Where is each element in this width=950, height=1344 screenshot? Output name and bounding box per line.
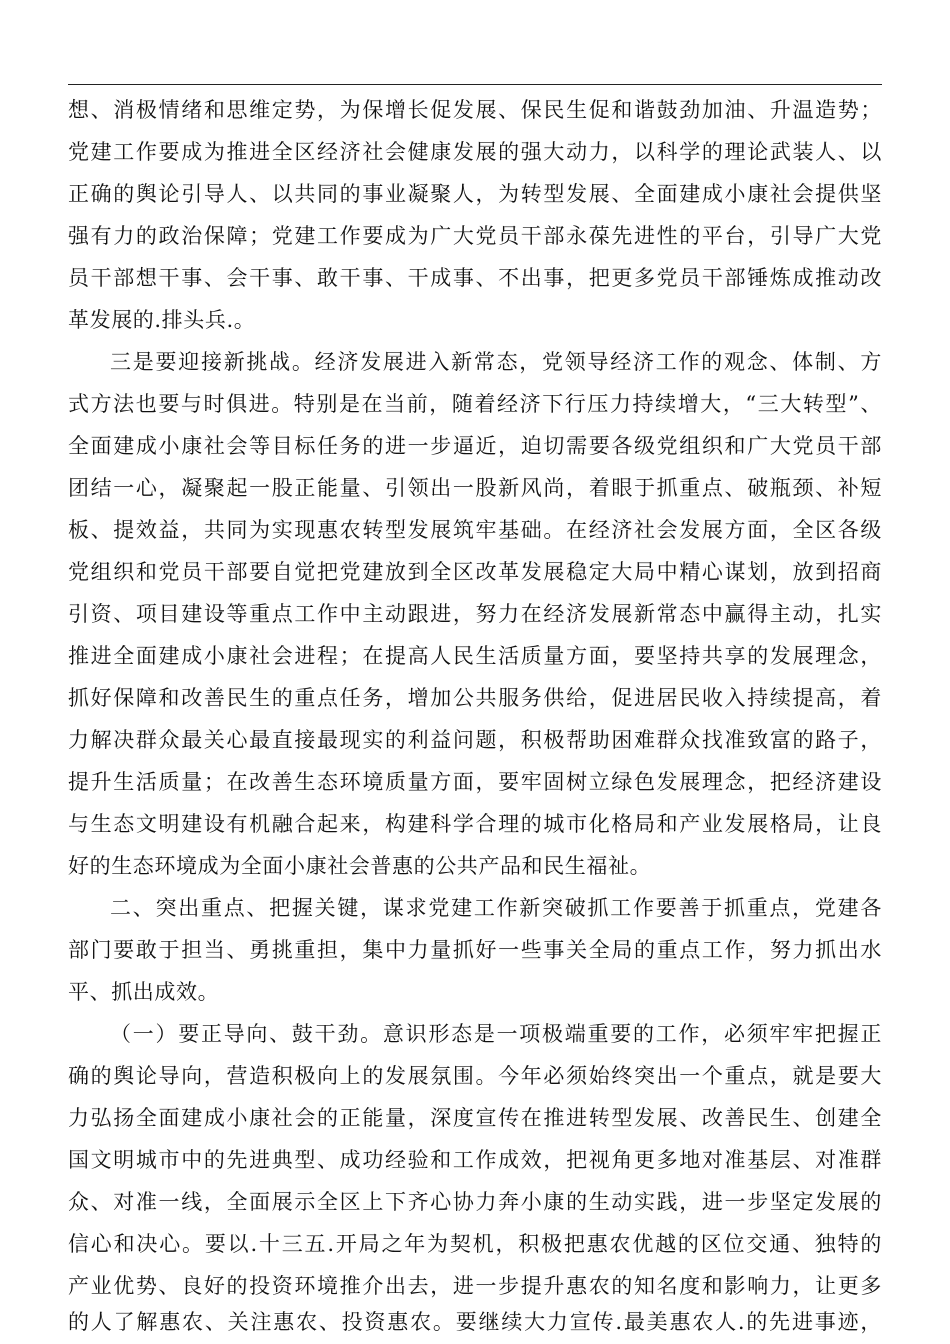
paragraph-first-line: 二、突出重点、把握关键，谋求党建工作新突破抓工作要善于抓重点，党建各 [110, 896, 882, 920]
paragraph-first-line: 三是要迎接新挑战。经济发展进入新常态，党领导经济工作的观念、体制、方 [110, 350, 882, 374]
text-line: 抓好保障和改善民生的重点任务，增加公共服务供给，促进居民收入持续提高，着 [68, 686, 882, 710]
text-line: 革发展的.排头兵.。 [68, 308, 256, 332]
text-line: 国文明城市中的先进典型、成功经验和工作成效，把视角更多地对准基层、对准群 [68, 1148, 882, 1172]
text-line: 力解决群众最关心最直接最现实的利益问题，积极帮助困难群众找准致富的路子， [68, 728, 882, 752]
text-line: 信心和决心。要以.十三五.开局之年为契机，积极把惠农优越的区位交通、独特的 [68, 1232, 882, 1256]
text-line: 想、消极情绪和思维定势，为保增长促发展、保民生促和谐鼓劲加油、升温造势； [68, 98, 882, 122]
text-line: 党组织和党员干部要自觉把党建放到全区改革发展稳定大局中精心谋划，放到招商 [68, 560, 882, 584]
text-line: 产业优势、良好的投资环境推介出去，进一步提升惠农的知名度和影响力，让更多 [68, 1274, 882, 1298]
text-line: 的人了解惠农、关注惠农、投资惠农。要继续大力宣传.最美惠农人.的先进事迹， [68, 1310, 882, 1334]
text-line: 好的生态环境成为全面小康社会普惠的公共产品和民生福祉。 [68, 854, 652, 878]
text-line: 板、提效益，共同为实现惠农转型发展筑牢基础。在经济社会发展方面，全区各级 [68, 518, 882, 542]
header-rule [68, 84, 882, 85]
text-line: 众、对准一线，全面展示全区上下齐心协力奔小康的生动实践，进一步坚定发展的 [68, 1190, 882, 1214]
text-line: 员干部想干事、会干事、敢干事、干成事、不出事，把更多党员干部锤炼成推动改 [68, 266, 882, 290]
text-line: 与生态文明建设有机融合起来，构建科学合理的城市化格局和产业发展格局，让良 [68, 812, 882, 836]
text-line: 推进全面建成小康社会进程；在提高人民生活质量方面，要坚持共享的发展理念， [68, 644, 882, 668]
text-line: 强有力的政治保障；党建工作要成为广大党员干部永葆先进性的平台，引导广大党 [68, 224, 882, 248]
text-line: 式方法也要与时俱进。特别是在当前，随着经济下行压力持续增大，“三大转型”、 [68, 392, 882, 416]
paragraph-first-line: （一）要正导向、鼓干劲。意识形态是一项极端重要的工作，必须牢牢把握正 [110, 1022, 882, 1046]
text-line: 团结一心，凝聚起一股正能量、引领出一股新风尚，着眼于抓重点、破瓶颈、补短 [68, 476, 882, 500]
text-line: 正确的舆论引导人、以共同的事业凝聚人，为转型发展、全面建成小康社会提供坚 [68, 182, 882, 206]
text-line: 引资、项目建设等重点工作中主动跟进，努力在经济发展新常态中赢得主动，扎实 [68, 602, 882, 626]
text-line: 确的舆论导向，营造积极向上的发展氛围。今年必须始终突出一个重点，就是要大 [68, 1064, 882, 1088]
text-line: 部门要敢于担当、勇挑重担，集中力量抓好一些事关全局的重点工作，努力抓出水 [68, 938, 882, 962]
text-line: 力弘扬全面建成小康社会的正能量，深度宣传在推进转型发展、改善民生、创建全 [68, 1106, 882, 1130]
text-line: 平、抓出成效。 [68, 980, 220, 1004]
text-line: 党建工作要成为推进全区经济社会健康发展的强大动力，以科学的理论武装人、以 [68, 140, 882, 164]
text-line: 全面建成小康社会等目标任务的进一步逼近，迫切需要各级党组织和广大党员干部 [68, 434, 882, 458]
text-line: 提升生活质量；在改善生态环境质量方面，要牢固树立绿色发展理念，把经济建设 [68, 770, 882, 794]
